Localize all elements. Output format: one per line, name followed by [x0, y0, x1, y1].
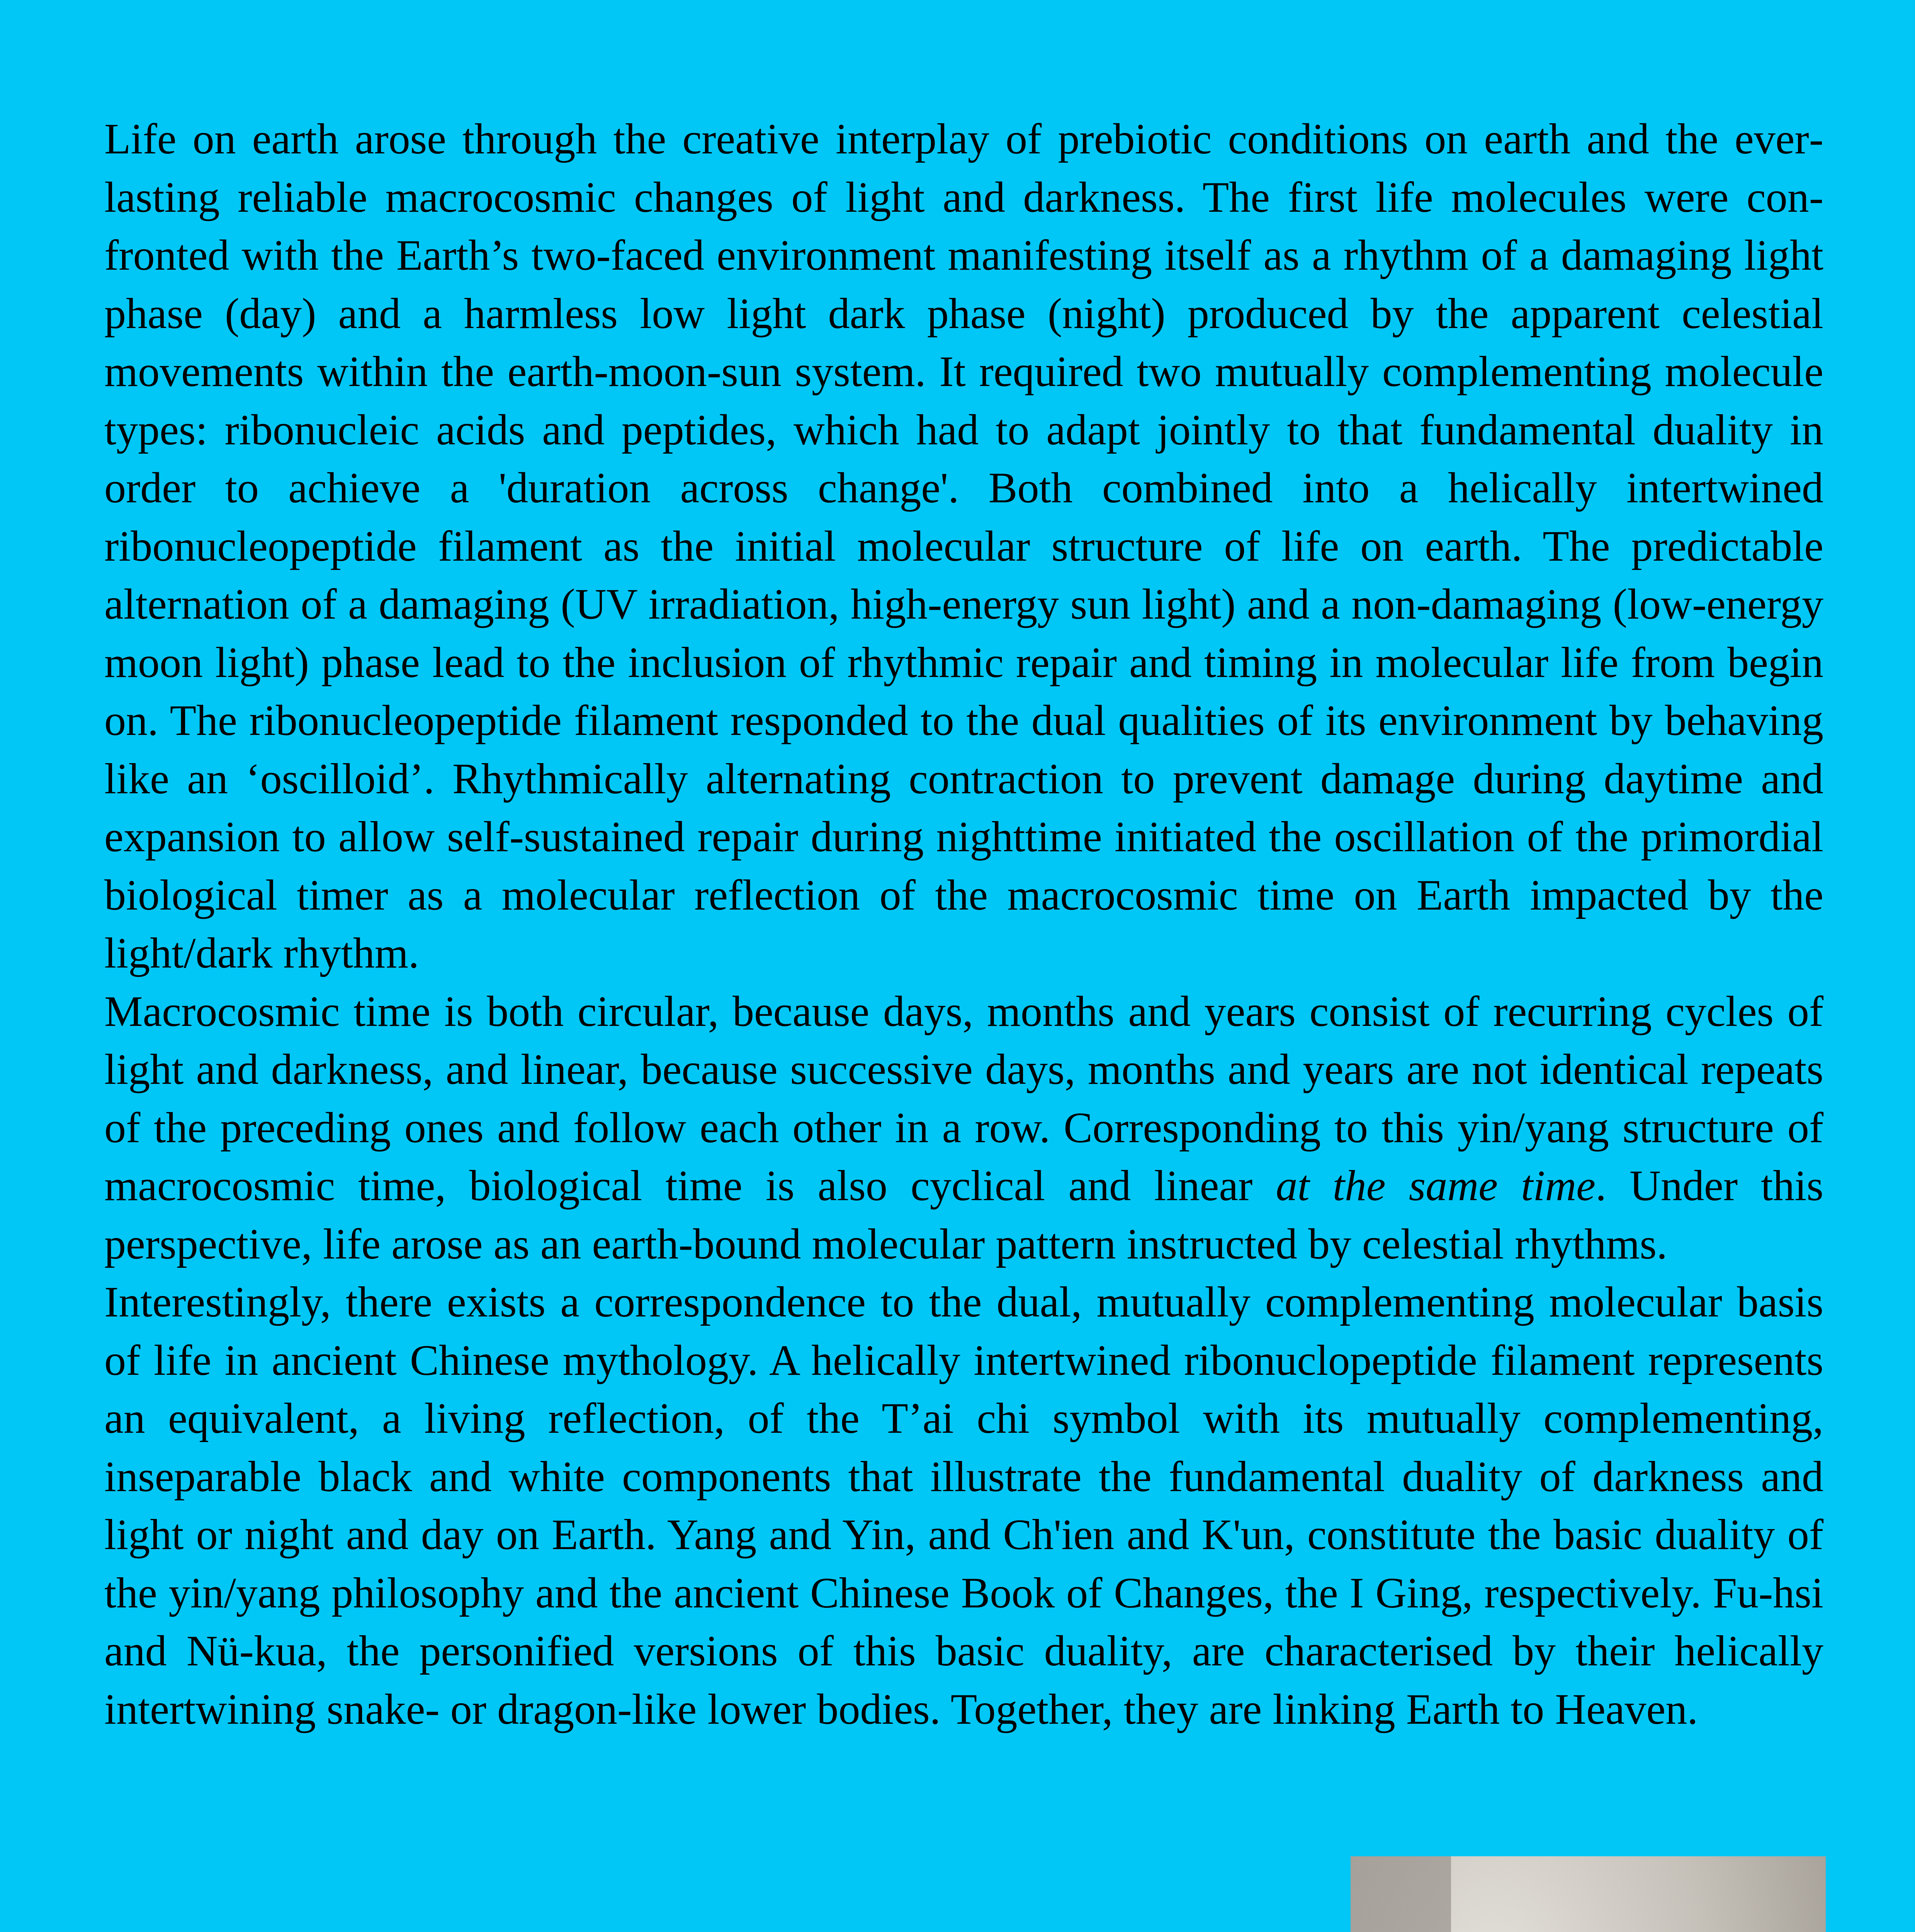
blurb-paragraph-2-end: . Under this perspective, life arose as an earth-bound molecular pattern instructed by celestial rhythms.: [104, 1162, 1824, 1268]
blurb-text: [104, 110, 1823, 1738]
blurb-paragraph-3: Interestingly, there exists a correspondence to the dual, mutually complementing molecular basis of life in ancient Chinese mythology. A helically intertwined ribonuclopeptide filament represents an equivalent, a living reflection, of the T’ai chi symbol with its mutually complementing, inseparable black and white components that illustrate the fundamental duality of darkness and light or night and day on Earth. Yang and Yin, and Ch'ien and K'un, constitute the basic duality of the yin/yang philosophy and the ancient Chinese Book of Changes, the I Ging, respectively. Fu-hsi and Nü-kua, the personified versions of this basic duality, are characterised by their helically intertwining snake- or dragon-like lower bodies. Together, they are linking Earth to Heaven.: [104, 1278, 1823, 1733]
blurb-emphasis: at the same time: [1276, 1162, 1596, 1210]
author-photo: [1351, 1856, 1826, 1932]
blurb-paragraph-2: [104, 983, 1823, 1274]
author-portrait-image: [1351, 1856, 1826, 1932]
blurb-paragraph-1: Life on earth arose through the creative interplay of prebiotic conditions on earth and the everlasting reliable macrocosmic changes of light and darkness. The first life molecules were confronted with the Earth’s two-faced environment manifesting itself as a rhythm of a damaging light phase (day) and a harmless low light dark phase (night) produced by the apparent celestial movements within the earth-moon-sun system. It required two mutually complementing molecule types: ribonucleic acids and peptides, which had to adapt jointly to that fundamental duality in order to achieve a 'duration across change'. Both combined into a helically intertwined ribonucleopeptide filament as the initial molecular structure of life on earth. The predictable alternation of a damaging (UV irradiation, high-energy sun light) and a non-damaging (low-energy moon light) phase lead to the inclusion of rhythmic repair and timing in molecular life from begin on. The ribonucleopeptide filament responded to the dual qualities of its environment by behaving like an ‘oscilloid’. Rhythmically alternating contraction to prevent damage during daytime and expansion to allow self-sustained repair during nighttime initiated the oscillation of the primordial biological timer as a molecular reflection of the macrocosmic time on Earth impacted by the light/dark rhythm.: [104, 115, 1823, 977]
blurb-paragraph-2-text: Macrocosmic time is both circular, because days, months and years consist of recurring cycles of light and darkness, and linear, because successive days, months and years are not identical repeats of the preceding ones and follow each other in a row. Corresponding to this yin/yang structure of macrocosmic time, biological time is also cyclical and linear: [104, 987, 1823, 1210]
